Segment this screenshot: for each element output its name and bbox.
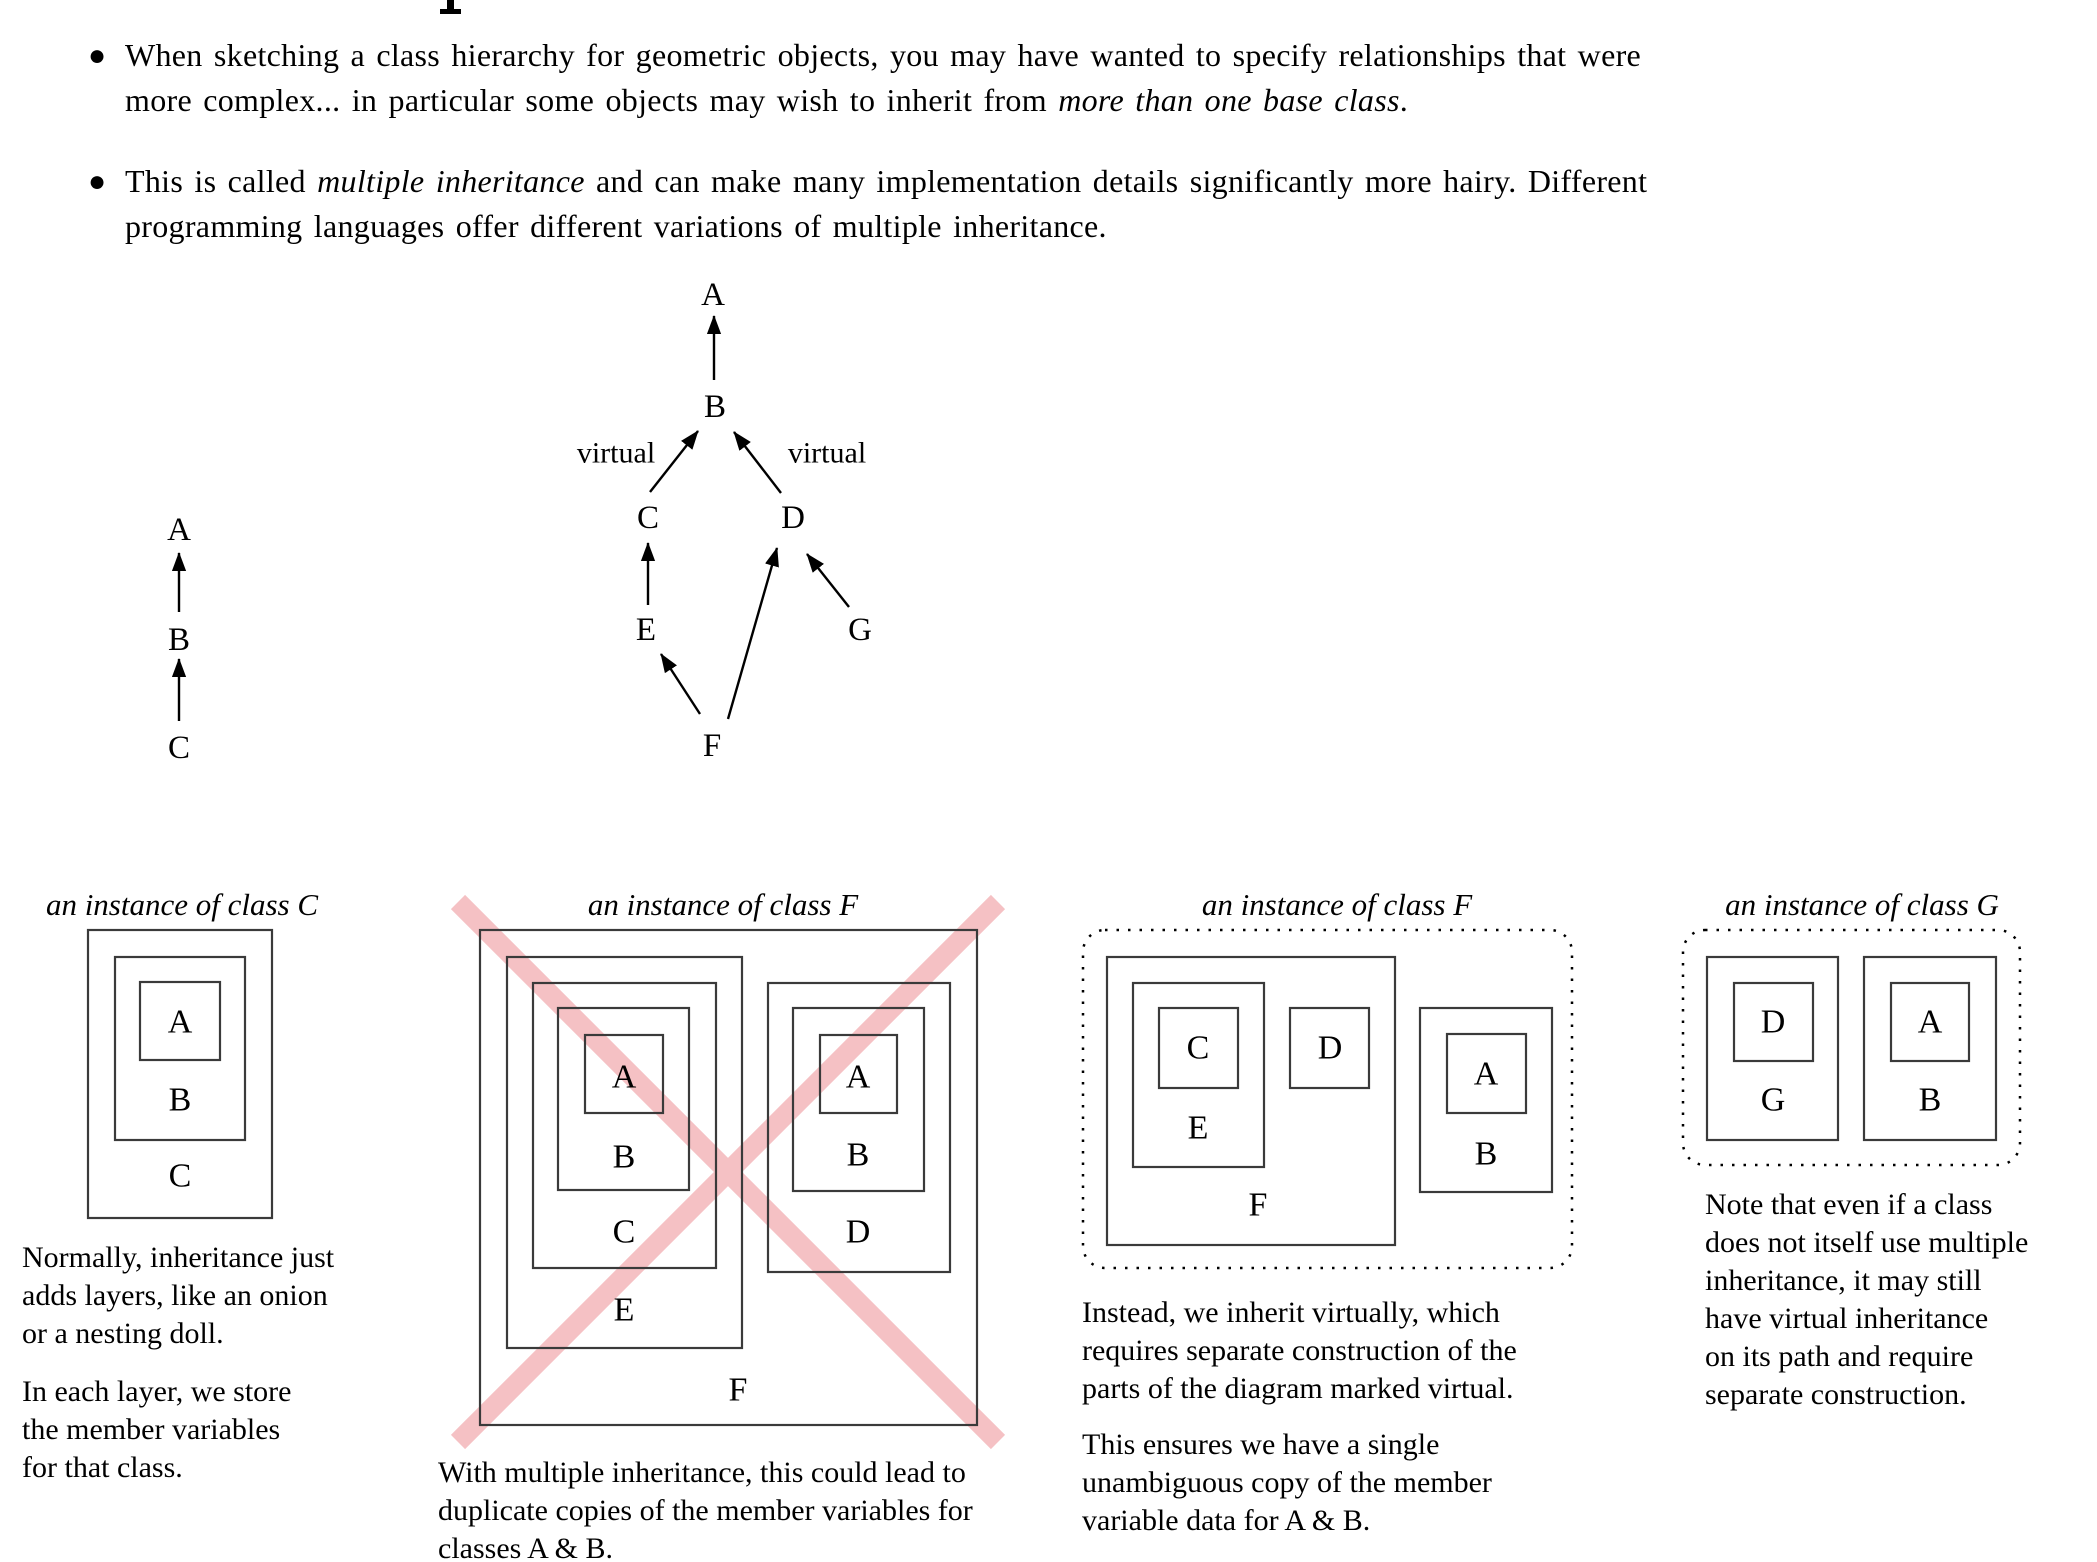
text-line: parts of the diagram marked virtual. [1082,1372,1514,1405]
class-node-simple_chain-B: B [167,622,191,658]
text-line: classes A & B. [438,1532,614,1562]
text-line: or a nesting doll. [22,1317,224,1350]
plain-text: This is called [125,163,318,199]
instance-of-f-duplicate-note-1 [438,1454,973,1562]
text-line: variable data for A & B. [1082,1504,1371,1537]
virtual-inheritance-label: virtual [576,436,656,470]
instance-of-f-virtual-note-1 [1082,1294,1517,1408]
instance-of-f-duplicate-layer-label-B: B [846,1136,870,1174]
class-node-multiple_chain-D: D [781,500,805,536]
class-node-multiple_chain-A: A [701,277,725,313]
instance-of-g-layer-label-G: G [1760,1081,1786,1119]
instance-of-g-note-1 [1705,1186,2028,1414]
text-line [125,33,2097,78]
text-line: duplicate copies of the member variables for [438,1494,973,1527]
plain-text: more complex... in particular some objects may wish to inherit from [125,82,1059,118]
inheritance-arrow-C-to-B [650,431,698,492]
plain-text: and can make many implementation details significantly more hairy. Different [584,163,1648,199]
bullet-marker: ● [88,39,107,72]
instance-of-f-duplicate-caption: an instance of class F [587,887,859,922]
text-line: In each layer, we store [22,1375,292,1408]
inheritance-arrow-D-to-B [734,432,781,493]
bullet-text [125,33,2097,123]
inheritance-arrow-F-to-D [728,548,777,719]
instance-of-g-caption: an instance of class G [1725,887,1999,922]
instance-of-c-note-1 [22,1239,334,1353]
text-line: inheritance, it may still [1705,1264,1982,1297]
text-line: Normally, inheritance just [22,1241,335,1274]
instance-of-f-virtual-note-2 [1082,1426,1492,1540]
text-line: unambiguous copy of the member [1082,1466,1492,1499]
instance-of-c-note-2 [22,1373,292,1487]
bullet-item-2 [88,159,2097,249]
instance-of-f-duplicate-layer-label-E: E [613,1291,635,1329]
instance-of-f-virtual-caption: an instance of class F [1201,887,1473,922]
instance-of-g-layer-label-A: A [1917,1003,1943,1041]
virtual-inheritance-label: virtual [787,436,867,470]
class-node-multiple_chain-B: B [703,389,727,425]
class-node-simple_chain-A: A [167,512,191,548]
instance-of-f-duplicate-layer-label-C: C [612,1213,636,1251]
instance-of-g-layer-label-B: B [1918,1081,1942,1119]
instance-of-g-layer-label-D: D [1760,1003,1786,1041]
text-line [125,204,2097,249]
bullet-item-1 [88,33,2097,123]
plain-text: programming languages offer different variations of multiple inheritance. [125,208,1107,244]
instance-of-f-virtual-layer-label-F: F [1248,1186,1268,1224]
class-node-multiple_chain-G: G [848,612,872,648]
text-line: Note that even if a class [1705,1188,1993,1221]
plain-text: When sketching a class hierarchy for geometric objects, you may have wanted to specify relationships that were [125,37,1642,73]
text-line: With multiple inheritance, this could lead to [438,1456,966,1489]
class-node-multiple_chain-C: C [636,500,660,536]
instance-of-f-duplicate-layer-label-B: B [612,1138,636,1176]
plain-text: . [1399,82,1409,118]
bullet-text [125,159,2097,249]
instance-of-f-duplicate-layer-label-A: A [611,1058,637,1096]
text-line [125,159,2097,204]
text-line: adds layers, like an onion [22,1279,328,1312]
text-line [125,78,2097,123]
text-line: the member variables [22,1413,281,1446]
instance-of-f-virtual-layer-label-A: A [1473,1055,1499,1093]
instance-of-f-virtual-layer-label-D: D [1317,1029,1343,1067]
inheritance-arrow-F-to-E [661,654,700,714]
instance-of-f-duplicate-layer-label-D: D [845,1213,871,1251]
instance-of-f-duplicate-layer-label-F: F [728,1371,748,1409]
text-line: does not itself use multiple [1705,1226,2029,1259]
instance-of-f-duplicate-layer-label-A: A [845,1058,871,1096]
class-node-multiple_chain-F: F [702,728,722,764]
emphasized-text: more than one base class [1058,82,1400,118]
text-line: separate construction. [1705,1378,1967,1411]
instance-of-f-virtual-layer-label-B: B [1474,1135,1498,1173]
class-node-simple_chain-C: C [167,730,191,766]
instance-of-f-virtual-layer-label-E: E [1187,1109,1209,1147]
text-line: Instead, we inherit virtually, which [1082,1296,1500,1329]
instance-of-c-caption: an instance of class C [45,887,319,922]
instance-of-c-layer-label-A: A [167,1003,193,1041]
emphasized-text: multiple inheritance [317,163,585,199]
instance-of-c-layer-label-B: B [168,1081,192,1119]
instance-of-c-layer-label-C: C [168,1157,192,1195]
inheritance-arrow-G-to-D [807,554,849,607]
text-line: have virtual inheritance [1705,1302,1989,1335]
text-line: on its path and require [1705,1340,1974,1373]
instance-of-f-virtual-dotted-boundary [1083,930,1572,1268]
text-line: requires separate construction of the [1082,1334,1517,1367]
instance-of-f-virtual-layer-label-C: C [1186,1029,1210,1067]
text-line: for that class. [22,1451,183,1484]
class-node-multiple_chain-E: E [635,612,657,648]
bullet-marker: ● [88,165,107,198]
text-line: This ensures we have a single [1082,1428,1440,1461]
